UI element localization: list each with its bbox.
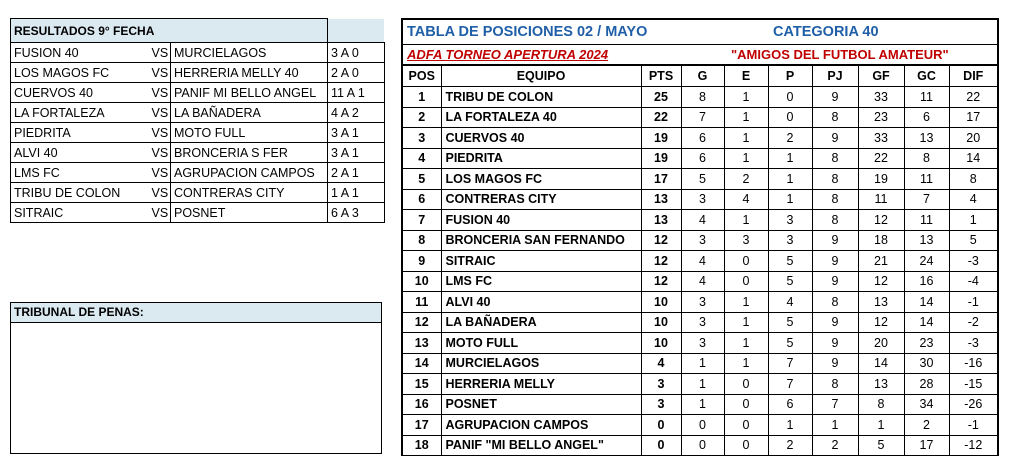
match-vs: VS [149,83,171,103]
cell-gf: 23 [858,107,904,128]
results-header: RESULTADOS 9° FECHA [11,19,328,43]
cell-pos: 5 [403,169,441,190]
match-home-team: LOS MAGOS FC [11,63,149,83]
match-vs: VS [149,103,171,123]
match-row [11,43,385,63]
column-header-p: P [768,66,812,87]
match-away-team: AGRUPACION CAMPOS [171,163,328,183]
match-away-team: MOTO FULL [171,123,328,143]
cell-equipo: ALVI 40 [441,292,641,313]
cell-p: 5 [768,312,812,333]
cell-equipo: HERRERIA MELLY [441,374,641,395]
cell-dif: -1 [949,292,997,313]
match-score: 6 A 3 [328,203,385,223]
match-row [11,63,385,83]
cell-equipo: PANIF "MI BELLO ANGEL" [441,435,641,456]
cell-pts: 13 [641,210,681,231]
match-score: 2 A 0 [328,63,385,83]
cell-pts: 25 [641,87,681,108]
tribunal-box [10,302,382,454]
cell-gc: 13 [904,128,949,149]
column-header-pos: POS [403,66,441,87]
cell-pj: 8 [812,169,858,190]
cell-e: 1 [724,210,768,231]
cell-equipo: CONTRERAS CITY [441,189,641,210]
cell-gc: 11 [904,169,949,190]
cell-equipo: LMS FC [441,271,641,292]
cell-g: 3 [681,312,724,333]
cell-dif: -3 [949,333,997,354]
match-score: 3 A 1 [328,143,385,163]
cell-dif: -2 [949,312,997,333]
cell-gc: 16 [904,271,949,292]
standings-row [403,128,997,149]
cell-equipo: PIEDRITA [441,148,641,169]
cell-gc: 24 [904,251,949,272]
match-home-team: LMS FC [11,163,149,183]
cell-p: 1 [768,415,812,436]
cell-pts: 3 [641,374,681,395]
cell-pj: 8 [812,148,858,169]
cell-pos: 8 [403,230,441,251]
cell-pts: 10 [641,292,681,313]
cell-equipo: FUSION 40 [441,210,641,231]
cell-gf: 12 [858,210,904,231]
cell-e: 1 [724,107,768,128]
cell-e: 3 [724,230,768,251]
standings-row [403,169,997,190]
cell-p: 4 [768,292,812,313]
cell-pos: 15 [403,374,441,395]
cell-pj: 8 [812,374,858,395]
results-header-blank [328,19,385,43]
standings-row [403,394,997,415]
cell-equipo: SITRAIC [441,251,641,272]
match-away-team: CONTRERAS CITY [171,183,328,203]
cell-pos: 14 [403,353,441,374]
cell-dif: -4 [949,271,997,292]
cell-pos: 18 [403,435,441,456]
cell-pts: 12 [641,251,681,272]
cell-gf: 22 [858,148,904,169]
cell-pos: 12 [403,312,441,333]
cell-pos: 6 [403,189,441,210]
cell-equipo: LA BAÑADERA [441,312,641,333]
cell-gc: 7 [904,189,949,210]
column-header-e: E [724,66,768,87]
cell-pj: 9 [812,271,858,292]
cell-p: 0 [768,107,812,128]
cell-dif: -12 [949,435,997,456]
cell-equipo: AGRUPACION CAMPOS [441,415,641,436]
cell-g: 6 [681,148,724,169]
match-vs: VS [149,163,171,183]
cell-pj: 7 [812,394,858,415]
cell-e: 1 [724,87,768,108]
cell-e: 0 [724,394,768,415]
standings-table [403,65,997,456]
standings-panel [401,18,999,456]
cell-pts: 0 [641,415,681,436]
match-home-team: FUSION 40 [11,43,149,63]
cell-p: 7 [768,353,812,374]
cell-e: 4 [724,189,768,210]
match-score: 1 A 1 [328,183,385,203]
match-row [11,123,385,143]
cell-pj: 8 [812,210,858,231]
cell-e: 1 [724,312,768,333]
cell-equipo: MOTO FULL [441,333,641,354]
cell-pj: 9 [812,251,858,272]
standings-title-bar [403,20,997,45]
cell-gf: 19 [858,169,904,190]
standings-row [403,271,997,292]
column-header-dif: DIF [949,66,997,87]
cell-dif: 17 [949,107,997,128]
cell-g: 3 [681,230,724,251]
cell-gf: 12 [858,271,904,292]
column-header-equipo: EQUIPO [441,66,641,87]
cell-p: 1 [768,148,812,169]
cell-p: 1 [768,169,812,190]
cell-pts: 17 [641,169,681,190]
match-away-team: HERRERIA MELLY 40 [171,63,328,83]
cell-p: 2 [768,128,812,149]
cell-g: 1 [681,394,724,415]
match-vs: VS [149,123,171,143]
cell-pos: 13 [403,333,441,354]
cell-p: 3 [768,230,812,251]
match-row [11,83,385,103]
column-header-gc: GC [904,66,949,87]
tournament-name: ADFA TORNEO APERTURA 2024 [407,47,609,62]
cell-gf: 18 [858,230,904,251]
cell-p: 5 [768,271,812,292]
cell-p: 0 [768,87,812,108]
cell-e: 1 [724,148,768,169]
cell-gf: 1 [858,415,904,436]
cell-equipo: BRONCERIA SAN FERNANDO [441,230,641,251]
match-vs: VS [149,183,171,203]
match-vs: VS [149,43,171,63]
cell-dif: -26 [949,394,997,415]
standings-row [403,353,997,374]
standings-header-row [403,66,997,87]
cell-gf: 8 [858,394,904,415]
cell-pos: 9 [403,251,441,272]
tribunal-header: TRIBUNAL DE PENAS: [11,303,381,323]
match-away-team: POSNET [171,203,328,223]
standings-row [403,435,997,456]
standings-row [403,333,997,354]
cell-equipo: CUERVOS 40 [441,128,641,149]
cell-g: 4 [681,210,724,231]
standings-row [403,251,997,272]
match-row [11,163,385,183]
match-away-team: BRONCERIA S FER [171,143,328,163]
cell-dif: 5 [949,230,997,251]
cell-e: 0 [724,374,768,395]
cell-g: 4 [681,271,724,292]
match-away-team: PANIF MI BELLO ANGEL [171,83,328,103]
match-score: 11 A 1 [328,83,385,103]
cell-dif: 1 [949,210,997,231]
association-name: "AMIGOS DEL FUTBOL AMATEUR" [731,47,949,62]
cell-g: 5 [681,169,724,190]
cell-dif: 4 [949,189,997,210]
cell-g: 8 [681,87,724,108]
cell-pj: 9 [812,87,858,108]
cell-gc: 17 [904,435,949,456]
standings-row [403,230,997,251]
cell-g: 7 [681,107,724,128]
cell-equipo: LA FORTALEZA 40 [441,107,641,128]
match-home-team: LA FORTALEZA [11,103,149,123]
match-row [11,203,385,223]
cell-pj: 2 [812,435,858,456]
results-table [10,18,385,223]
match-home-team: TRIBU DE COLON [11,183,149,203]
cell-g: 4 [681,251,724,272]
match-score: 3 A 1 [328,123,385,143]
cell-dif: 8 [949,169,997,190]
cell-g: 1 [681,353,724,374]
cell-pj: 8 [812,107,858,128]
cell-pts: 3 [641,394,681,415]
standings-row [403,189,997,210]
cell-pj: 9 [812,312,858,333]
results-header-row [11,19,385,43]
standings-subtitle-bar [403,45,997,65]
cell-pos: 2 [403,107,441,128]
cell-pj: 9 [812,128,858,149]
match-score: 4 A 2 [328,103,385,123]
cell-gf: 5 [858,435,904,456]
cell-gf: 33 [858,87,904,108]
cell-gc: 30 [904,353,949,374]
column-header-pj: PJ [812,66,858,87]
cell-dif: -3 [949,251,997,272]
cell-gc: 28 [904,374,949,395]
column-header-g: G [681,66,724,87]
standings-row [403,107,997,128]
cell-pts: 13 [641,189,681,210]
cell-pj: 9 [812,333,858,354]
standings-row [403,374,997,395]
cell-e: 1 [724,333,768,354]
category-title: CATEGORIA 40 [773,24,879,40]
cell-gf: 13 [858,292,904,313]
match-score: 2 A 1 [328,163,385,183]
cell-pts: 0 [641,435,681,456]
column-header-pts: PTS [641,66,681,87]
cell-g: 3 [681,333,724,354]
cell-p: 3 [768,210,812,231]
cell-pts: 12 [641,230,681,251]
match-away-team: LA BAÑADERA [171,103,328,123]
cell-dif: 22 [949,87,997,108]
cell-gc: 14 [904,312,949,333]
cell-pj: 9 [812,230,858,251]
cell-equipo: MURCIELAGOS [441,353,641,374]
cell-equipo: TRIBU DE COLON [441,87,641,108]
cell-pts: 22 [641,107,681,128]
cell-p: 5 [768,251,812,272]
match-vs: VS [149,203,171,223]
cell-e: 0 [724,251,768,272]
cell-e: 1 [724,128,768,149]
cell-dif: -16 [949,353,997,374]
cell-e: 0 [724,415,768,436]
standings-row [403,415,997,436]
cell-e: 0 [724,435,768,456]
cell-gc: 14 [904,292,949,313]
standings-row [403,292,997,313]
standings-title: TABLA DE POSICIONES 02 / MAYO [407,24,648,40]
cell-pts: 10 [641,312,681,333]
cell-gc: 34 [904,394,949,415]
cell-pj: 1 [812,415,858,436]
cell-g: 3 [681,292,724,313]
cell-p: 1 [768,189,812,210]
cell-gf: 12 [858,312,904,333]
match-vs: VS [149,63,171,83]
cell-pos: 10 [403,271,441,292]
cell-p: 7 [768,374,812,395]
cell-dif: -1 [949,415,997,436]
cell-e: 1 [724,292,768,313]
cell-pts: 12 [641,271,681,292]
cell-dif: -15 [949,374,997,395]
cell-g: 0 [681,415,724,436]
cell-gf: 20 [858,333,904,354]
match-away-team: MURCIELAGOS [171,43,328,63]
cell-gc: 2 [904,415,949,436]
match-row [11,103,385,123]
cell-g: 0 [681,435,724,456]
cell-g: 6 [681,128,724,149]
cell-gc: 8 [904,148,949,169]
cell-g: 3 [681,189,724,210]
cell-dif: 20 [949,128,997,149]
cell-p: 6 [768,394,812,415]
match-home-team: ALVI 40 [11,143,149,163]
cell-pj: 8 [812,189,858,210]
cell-gc: 11 [904,210,949,231]
cell-equipo: LOS MAGOS FC [441,169,641,190]
cell-pts: 19 [641,148,681,169]
match-home-team: PIEDRITA [11,123,149,143]
cell-p: 2 [768,435,812,456]
cell-e: 2 [724,169,768,190]
standings-row [403,210,997,231]
cell-gc: 13 [904,230,949,251]
standings-row [403,87,997,108]
cell-g: 1 [681,374,724,395]
cell-pts: 4 [641,353,681,374]
cell-gf: 33 [858,128,904,149]
column-header-gf: GF [858,66,904,87]
cell-pos: 16 [403,394,441,415]
match-vs: VS [149,143,171,163]
standings-row [403,312,997,333]
match-row [11,143,385,163]
cell-pj: 9 [812,353,858,374]
cell-gf: 21 [858,251,904,272]
cell-e: 0 [724,271,768,292]
cell-pos: 3 [403,128,441,149]
cell-gf: 14 [858,353,904,374]
cell-gc: 6 [904,107,949,128]
cell-gf: 11 [858,189,904,210]
cell-gc: 11 [904,87,949,108]
cell-gc: 23 [904,333,949,354]
cell-pos: 1 [403,87,441,108]
cell-gf: 13 [858,374,904,395]
match-home-team: SITRAIC [11,203,149,223]
cell-pts: 10 [641,333,681,354]
match-row [11,183,385,203]
cell-dif: 14 [949,148,997,169]
cell-equipo: POSNET [441,394,641,415]
cell-pos: 17 [403,415,441,436]
cell-p: 5 [768,333,812,354]
cell-pos: 11 [403,292,441,313]
match-home-team: CUERVOS 40 [11,83,149,103]
match-score: 3 A 0 [328,43,385,63]
cell-pos: 4 [403,148,441,169]
cell-pj: 8 [812,292,858,313]
cell-pts: 19 [641,128,681,149]
cell-e: 1 [724,353,768,374]
cell-pos: 7 [403,210,441,231]
standings-row [403,148,997,169]
